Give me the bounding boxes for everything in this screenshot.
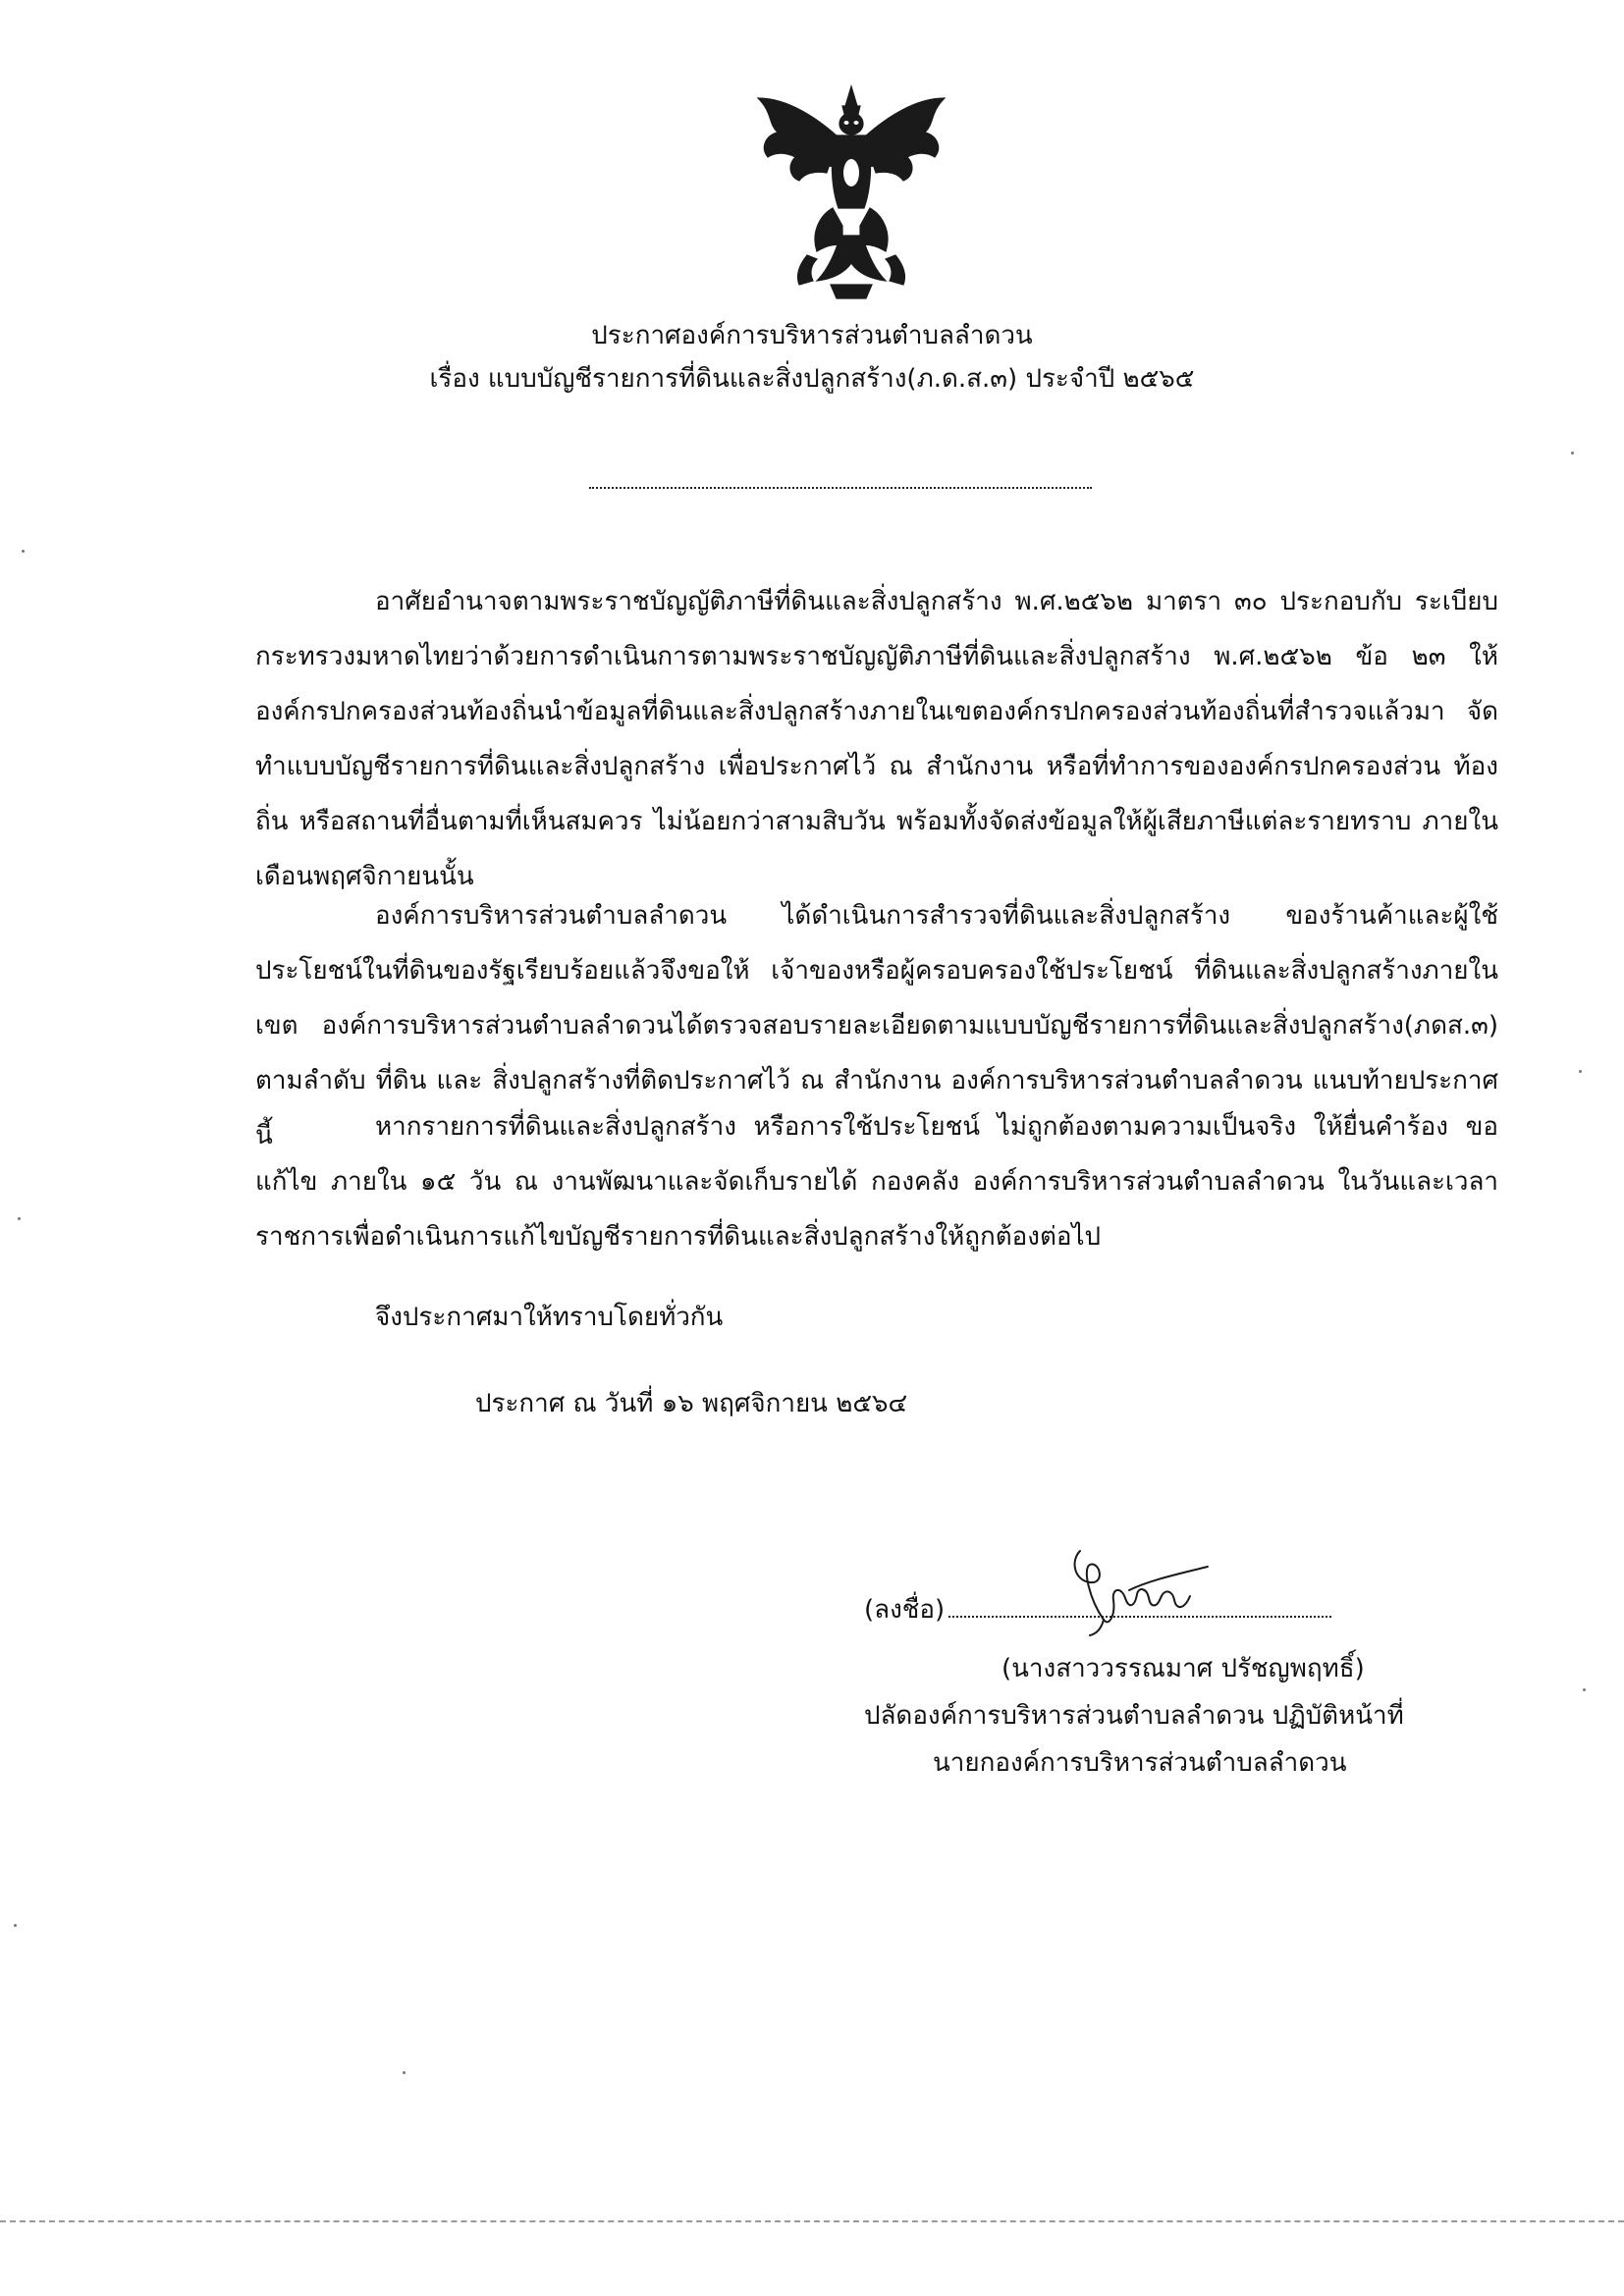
announcement-title: ประกาศองค์การบริหารส่วนตำบลลำดวน (591, 321, 1033, 350)
scan-speck (18, 1217, 21, 1220)
scan-speck (1571, 452, 1574, 454)
sign-label: (ลงชื่อ) (864, 1595, 946, 1625)
bottom-scan-line (0, 2220, 1624, 2222)
scan-speck (14, 1924, 17, 1927)
body-paragraph-1: อาศัยอำนาจตามพระราชบัญญัติภาษีที่ดินและสิ่งปลูกสร้าง พ.ศ.๒๕๖๒ มาตรา ๓๐ ประกอบกับ ระเบียบกระทรวงมหาดไทยว่าด้วยการดำเนินการตามพระราชบัญญัติภาษีที่ดินและสิ่งปลูกสร้าง พ.ศ.๒๕๖๒ ข้อ ๒๓ ให้องค์กรปกครองส่วนท้องถิ่นนำข้อมูลที่ดินและสิ่งปลูกสร้างภายในเขตองค์กรปกครองส่วนท้องถิ่นที่สำรวจแล้วมา จัดทำแบบบัญชีรายการที่ดินและสิ่งปลูกสร้าง เพื่อประกาศไว้ ณ สำนักงาน หรือที่ทำการขององค์กรปกครองส่วน ท้องถิ่น หรือสถานที่อื่นตามที่เห็นสมควร ไม่น้อยกว่าสามสิบวัน พร้อมทั้งจัดส่งข้อมูลให้ผู้เสียภาษีแต่ละรายทราบ ภายในเดือนพฤศจิกายนนั้น (255, 587, 1498, 891)
closing-statement: จึงประกาศมาให้ทราบโดยทั่วกัน (375, 1303, 724, 1332)
scan-speck (1583, 1688, 1586, 1691)
body-paragraph-2: องค์การบริหารส่วนตำบลลำดวน ได้ดำเนินการสำรวจที่ดินและสิ่งปลูกสร้าง ของร้านค้าและผู้ใช้ ประโยชน์ในที่ดินของรัฐเรียบร้อยแล้วจึงขอให้ เจ้าของหรือผู้ครอบครองใช้ประโยชน์ ที่ดินและสิ่งปลูกสร้างภายในเขต องค์การบริหารส่วนตำบลลำดวนได้ตรวจสอบรายละเอียดตามแบบบัญชีรายการที่ดินและสิ่งปลูกสร้าง(ภดส.๓) ตามลำดับ ที่ดิน และ สิ่งปลูกสร้างที่ติดประกาศไว้ ณ สำนักงาน องค์การบริหารส่วนตำบลลำดวน แนบท้ายประกาศนี้ (255, 901, 1498, 1150)
body-paragraph-3: หากรายการที่ดินและสิ่งปลูกสร้าง หรือการใช้ประโยชน์ ไม่ถูกต้องตามความเป็นจริง ให้ยื่นคำร้อง ขอแก้ไข ภายใน ๑๕ วัน ณ งานพัฒนาและจัดเก็บรายได้ กองคลัง องค์การบริหารส่วนตำบลลำดวน ในวันและเวลา ราชการเพื่อดำเนินการแก้ไขบัญชีรายการที่ดินและสิ่งปลูกสร้างให้ถูกต้องต่อไป (255, 1112, 1498, 1252)
signer-name: (นางสาววรรณมาศ ปรัชญพฤทธิ์) (1001, 1654, 1365, 1683)
scan-speck (403, 2071, 406, 2074)
scan-speck (22, 550, 25, 553)
signer-position-line-1: ปลัดองค์การบริหารส่วนตำบลลำดวน ปฏิบัติหน้าที่ (864, 1701, 1404, 1731)
garuda-emblem-icon (748, 79, 954, 304)
scan-speck (1579, 1070, 1582, 1073)
signer-position-line-2: นายกองค์การบริหารส่วนตำบลลำดวน (933, 1748, 1347, 1778)
announcement-date: ประกาศ ณ วันที่ ๑๖ พฤศจิกายน ๒๕๖๔ (475, 1389, 908, 1418)
handwritten-signature (1060, 1531, 1218, 1639)
title-separator (589, 487, 1092, 489)
announcement-subject: เรื่อง แบบบัญชีรายการที่ดินและสิ่งปลูกสร้าง(ภ.ด.ส.๓) ประจำปี ๒๕๖๕ (429, 364, 1195, 394)
